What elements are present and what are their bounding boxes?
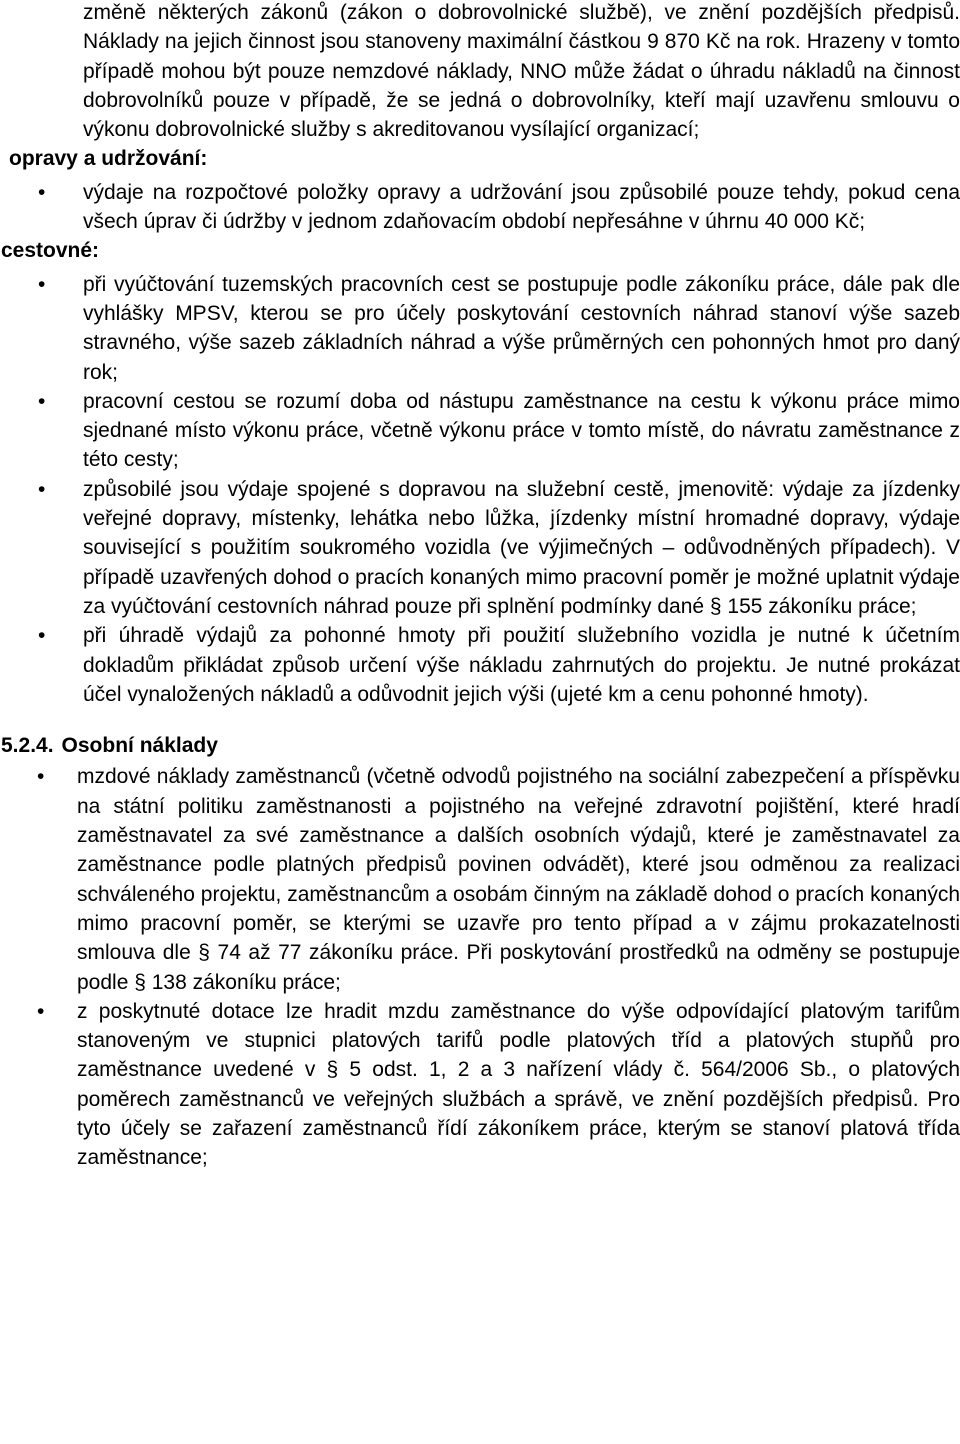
bullet-icon: • xyxy=(37,999,45,1023)
bullet-icon: • xyxy=(38,272,46,296)
list-item-text: mzdové náklady zaměstnanců (včetně odvodů pojistného na sociální zabezpečení a příspěvku na státní politiku zaměstnanosti a pojistného na veřejné zdravotní pojištění, které hradí zaměstnavatel za své zaměstnance a dalších osobních výdajů, které je zaměstnavatel za zaměstnance podle platných předpisů povinen odvádět), které jsou odměnou za realizaci schváleného projektu, zaměstnancům a osobám činným na základě dohod o pracích konaných mimo pracovní poměr, se kterými se uzavře pro tento případ a v zájmu prokazatelnosti smlouva dle § 74 až 77 zákoníku práce. Při poskytování prostředků na odměny se postupuje podle § 138 zákoníku práce; xyxy=(77,765,960,994)
list-item-text: pracovní cestou se rozumí doba od nástupu zaměstnance na cestu k výkonu práce mimo sjednané místo výkonu práce, včetně výkonu práce v tomto místě, do návratu zaměstnance z této cesty; xyxy=(83,389,960,472)
list-item xyxy=(38,621,960,709)
repairs-heading: opravy a udržování: xyxy=(9,147,208,171)
list-item xyxy=(37,997,960,1173)
repairs-list xyxy=(0,178,960,237)
bullet-icon: • xyxy=(37,765,45,789)
bullet-icon: • xyxy=(38,624,46,648)
list-item xyxy=(38,178,960,237)
travel-heading: cestovné: xyxy=(1,239,100,263)
continuation-paragraph: změně některých zákonů (zákon o dobrovolnické službě), ve znění pozdějších předpisů. Náklady na jejich činnost jsou stanoveny maximální částkou 9 870 Kč na rok. Hrazeny v tomto případě mohou být pouze nemzdové náklady, NNO může žádat o úhradu nákladů na činnost dobrovolníků pouze v případě, že se jedná o dobrovolníky, kteří mají uzavřenu smlouvu o výkonu dobrovolnické služby s akreditovanou vysílající organizací; xyxy=(83,1,960,142)
list-item xyxy=(38,475,960,621)
travel-list xyxy=(0,270,960,709)
list-item-text: výdaje na rozpočtové položky opravy a udržování jsou způsobilé pouze tehdy, pokud cena všech úprav či údržby v jednom zdaňovacím období nepřesáhne v úhrnu 40 000 Kč; xyxy=(83,180,960,234)
bullet-icon: • xyxy=(38,477,46,501)
list-item-text: při úhradě výdajů za pohonné hmoty při použití služebního vozidla je nutné k účetním dokladům přikládat způsob určení výše nákladu zahrnutých do projektu. Je nutné prokázat účel vynaložených nákladů a odůvodnit jejich výši (ujeté km a cenu pohonné hmoty). xyxy=(83,624,960,706)
list-item xyxy=(38,270,960,387)
list-item-text: z poskytnuté dotace lze hradit mzdu zaměstnance do výše odpovídající platovým tarifům stanoveným ve stupnici platových tarifů podle platových tříd a platových stupňů pro zaměstnance uvedené v § 5 odst. 1, 2 a 3 nařízení vlády č. 564/2006 Sb., o platových poměrech zaměstnanců ve veřejných službách a správě, ve znění pozdějších předpisů. Pro tyto účely se zařazení zaměstnanců řídí zákoníkem práce, kterým se stanoví platová třída zaměstnance; xyxy=(77,999,960,1170)
section-number: 5.2.4. xyxy=(1,734,54,758)
bullet-icon: • xyxy=(38,180,46,204)
section-list xyxy=(0,762,960,1172)
list-item xyxy=(37,762,960,996)
section-title xyxy=(0,731,960,760)
list-item-text: při vyúčtování tuzemských pracovních cest se postupuje podle zákoníku práce, dále pak dle vyhlášky MPSV, kterou se pro účely poskytování cestovních náhrad stanoví výše sazeb stravného, výše sazeb základních náhrad a výše průměrných cen pohonných hmot pro daný rok; xyxy=(83,272,960,384)
list-item-text: způsobilé jsou výdaje spojené s dopravou na služební cestě, jmenovitě: výdaje za jízdenky veřejné dopravy, místenky, lehátka nebo lůžka, jízdenky místní hromadné dopravy, výdaje související s použitím soukromého vozidla (ve výjimečných – odůvodněných případech). V případě uzavřených dohod o pracích konaných mimo pracovní poměr je možné uplatnit výdaje za vyúčtování cestovních náhrad pouze při splnění podmínky dané § 155 zákoníku práce; xyxy=(83,477,960,618)
section-name: Osobní náklady xyxy=(61,734,218,758)
bullet-icon: • xyxy=(38,389,46,413)
list-item xyxy=(38,387,960,475)
